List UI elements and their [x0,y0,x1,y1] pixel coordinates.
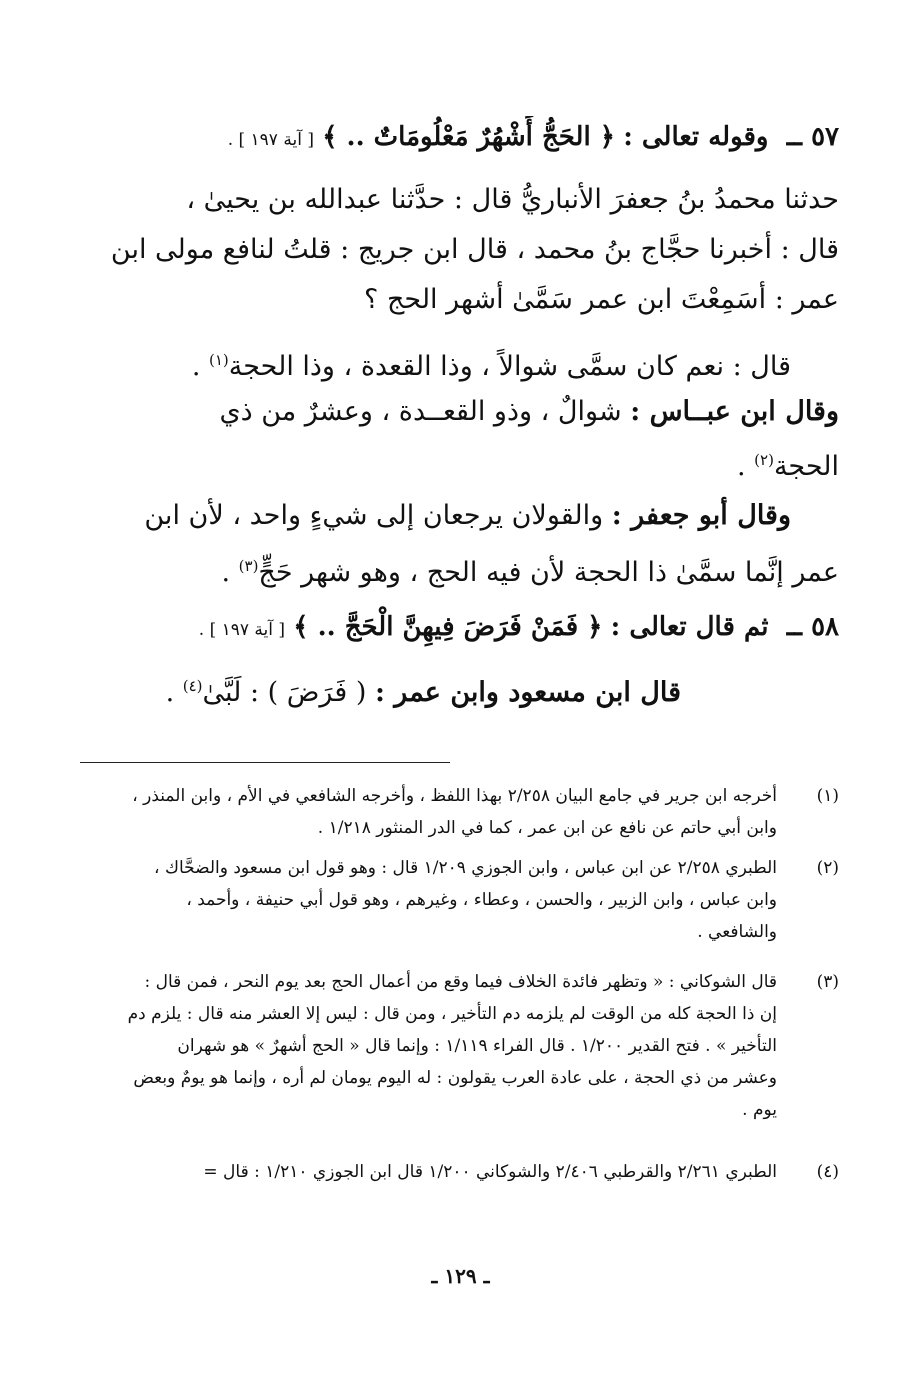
entry-number: ٥٧ ــ [786,122,839,152]
footnote-line: والشافعي . [697,922,777,942]
footnote-line: يوم . [742,1100,777,1120]
body-line [80,440,839,487]
verse-reference: [ آية ١٩٧ ] . [198,620,286,640]
body-text: ( فَرَضَ ) : لَبَّىٰ [202,677,375,708]
speaker-name: وقال أبو جعفر : [611,500,791,531]
quran-verse: ﴿ فَمَنْ فَرَضَ فِيهِنَّ الْحَجَّ .. ﴾ [293,612,603,642]
body-line [80,340,791,387]
body-line: عمر : أَسَمِعْتَ ابن عمر سَمَّىٰ أشهر الحج ؟ [364,284,839,315]
entry-number: ٥٨ ــ [786,612,839,642]
footnote-number: (٤) [816,1162,839,1182]
footnote [80,1156,839,1188]
body-text: عمر إنَّما سمَّىٰ ذا الحجة لأن فيه الحج ، وهو شهر حَجٍّ [258,557,839,588]
footnote-line: وابن عباس ، وابن الزبير ، والحسن ، وعطاء ، وغيرهم ، وهو قول أبي حنيفة ، وأحمد ، [186,890,777,910]
footnote-marker: (٣) [238,557,259,575]
page-number: ـ ١٢٩ ـ [431,1264,490,1288]
footnote-line: وعشر من ذي الحجة ، على عادة العرب يقولون : له اليوم يومان لم أره ، وإنما هو يومٌ وبعض [133,1068,777,1088]
body-text: . [165,677,183,708]
speaker-name: وقال ابن عبــاس : [630,396,839,427]
verse-reference: [ آية ١٩٧ ] . [227,130,314,150]
entry-intro: وقوله تعالى : [623,122,769,152]
body-text: والقولان يرجعان إلى شيءٍ واحد ، لأن ابن [144,500,612,531]
body-line [80,666,681,713]
entry-intro: ثم قال تعالى : [610,612,769,642]
footnote-marker: (٢) [754,451,774,469]
footnote-number: (٢) [816,858,839,878]
body-text: شوالٌ ، وذو القعــدة ، وعشرٌ من ذي [219,396,631,427]
footnote-line: التأخير » . فتح القدير ١/٢٠٠ . قال الفراء ١/١١٩ : وإنما قال « الحج أشهرٌ » هو شهران [177,1036,777,1056]
body-line [80,392,839,432]
quran-verse: ﴿ الحَجُّ أَشْهُرٌ مَعْلُومَاتٌ .. ﴾ [322,122,615,152]
footnote-marker: (١) [208,351,229,369]
body-line: قال : أخبرنا حجَّاج بنُ محمد ، قال ابن جريج : قلتُ لنافع مولى ابن [110,234,839,265]
body-line [80,546,839,593]
body-text: . [221,557,239,588]
footnote [80,852,839,948]
body-text: . [191,351,209,382]
footnote-line: وابن أبي حاتم عن نافع عن ابن عمر ، كما في الدر المنثور ١/٢١٨ . [317,818,777,838]
footnote-line: أخرجه ابن جرير في جامع البيان ٢/٢٥٨ بهذا اللفظ ، وأخرجه الشافعي في الأم ، وابن المنذر ، [132,786,777,806]
body-text: الحجة [773,451,839,482]
footnote-line: قال الشوكاني : « وتظهر فائدة الخلاف فيما وقع من أعمال الحج بعد يوم النحر ، فمن قال : [144,972,777,992]
footnote-marker: (٤) [182,677,203,695]
entry-58-heading [80,606,839,651]
footnote-line: الطبري ٢/٢٦١ والقرطبي ٢/٤٠٦ والشوكاني ١/٢٠٠ قال ابن الجوزي ١/٢١٠ : قال = [203,1162,777,1182]
body-line: حدثنا محمدُ بنُ جعفرَ الأنباريُّ قال : حدَّثنا عبدالله بن يحيىٰ ، [186,184,839,215]
footnote-line: إن ذا الحجة كله من الوقت لم يلزمه دم التأخير ، ومن قال : ليس إلا العشر منه قال : يلزم دم [127,1004,777,1024]
body-text: . [736,451,755,482]
entry-57-heading [80,116,839,161]
body-line [80,496,791,536]
footnote [80,966,839,1126]
footnote [80,780,839,844]
speaker-name: قال ابن مسعود وابن عمر : [374,677,681,708]
footnote-number: (٣) [816,972,839,992]
footnote-separator [80,762,450,763]
footnote-line: الطبري ٢/٢٥٨ عن ابن عباس ، وابن الجوزي ١/٢٠٩ قال : وهو قول ابن مسعود والضحَّاك ، [154,858,777,878]
body-text: قال : نعم كان سمَّى شوالاً ، وذا القعدة ، وذا الحجة [228,351,791,382]
footnote-number: (١) [816,786,839,806]
